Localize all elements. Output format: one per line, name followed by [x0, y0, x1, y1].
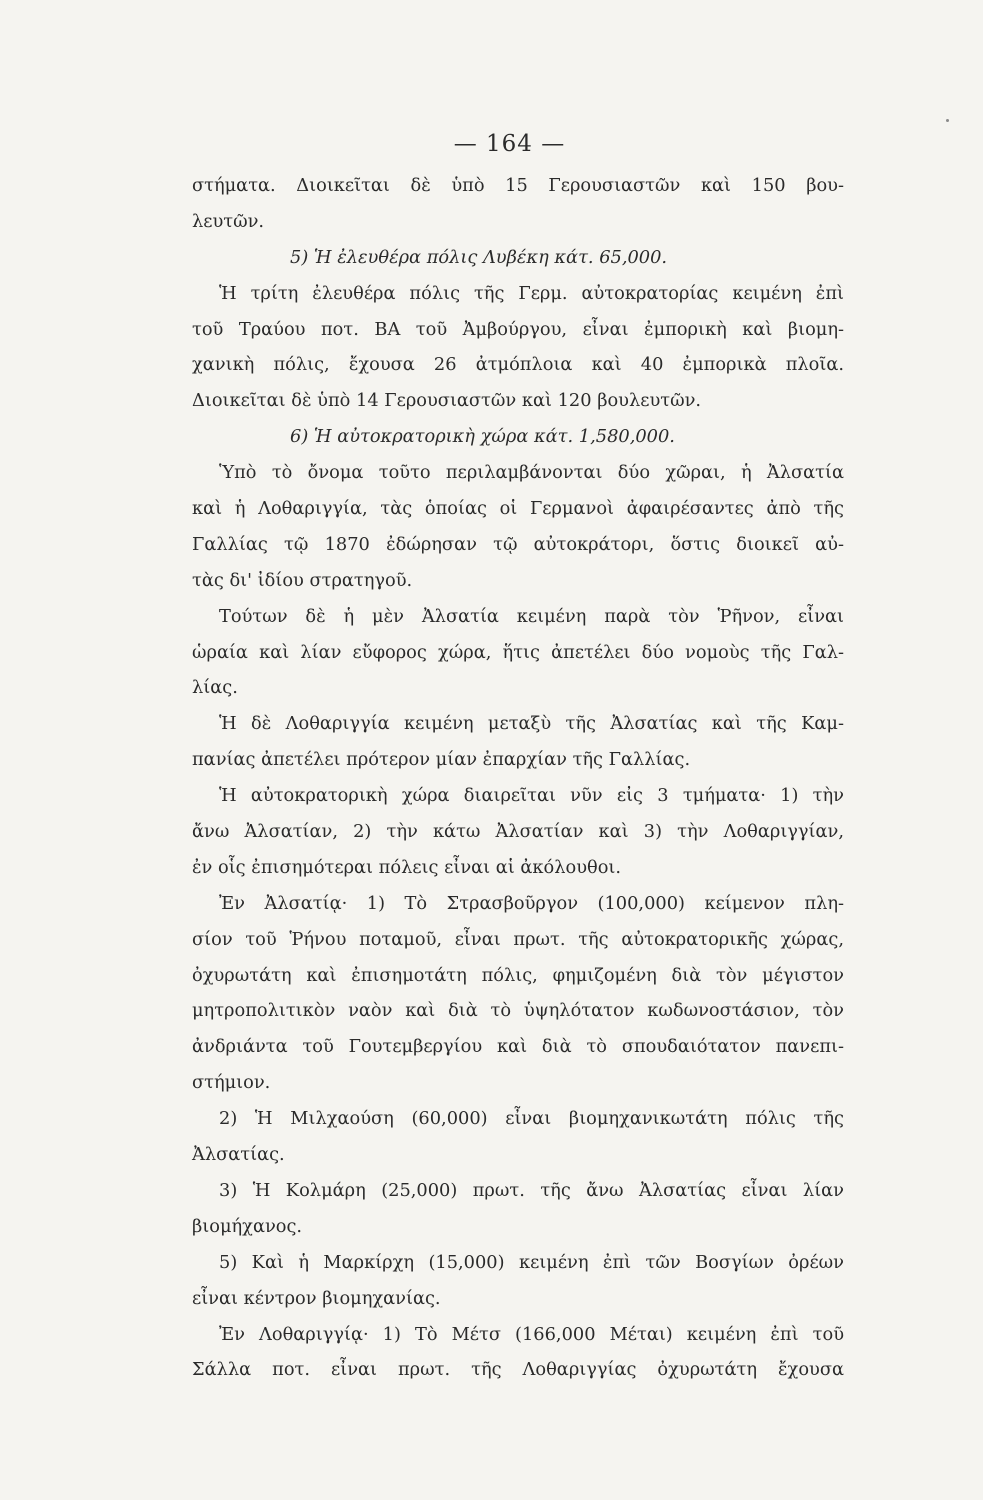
- text-line: χανικὴ πόλις, ἔχουσα 26 ἀτμόπλοια καὶ 40 ἐμπορικὰ πλοῖα.: [192, 354, 844, 376]
- text-line: Σάλλα ποτ. εἶναι πρωτ. τῆς Λοθαριγγίας ὀχυρωτάτη ἔχουσα: [192, 1359, 844, 1381]
- text-line: Ἡ τρίτη ἐλευθέρα πόλις τῆς Γερμ. αὐτοκρατορίας κειμένη ἐπὶ: [219, 282, 844, 304]
- text-line: ἐν οἷς ἐπισημότεραι πόλεις εἶναι αἱ ἀκόλουθοι.: [192, 856, 622, 878]
- text-line: τοῦ Τραύου ποτ. ΒΑ τοῦ Ἀμβούργου, εἶναι ἐμπορικὴ καὶ βιομη-: [192, 318, 844, 340]
- text-line: εἶναι κέντρον βιομηχανίας.: [192, 1287, 441, 1309]
- text-line: Ἀλσατίας.: [192, 1144, 285, 1166]
- text-line: Διοικεῖται δὲ ὑπὸ 14 Γερουσιαστῶν καὶ 120 βουλευτῶν.: [192, 390, 702, 412]
- text-line: 3) Ἡ Κολμάρη (25,000) πρωτ. τῆς ἄνω Ἀλσατίας εἶναι λίαν: [219, 1179, 844, 1201]
- text-line: λευτῶν.: [192, 210, 265, 232]
- text-line: 2) Ἡ Μιλχαούση (60,000) εἶναι βιομηχανικωτάτη πόλις τῆς: [219, 1108, 844, 1130]
- text-line: ὀχυρωτάτη καὶ ἐπισημοτάτη πόλις, φημιζομένη διὰ τὸν μέγιστον: [192, 964, 844, 986]
- text-line: Τούτων δὲ ἡ μὲν Ἀλσατία κειμένη παρὰ τὸν Ῥῆνον, εἶναι: [219, 605, 844, 627]
- text-line: λίας.: [192, 677, 238, 699]
- paper-speck: [946, 119, 949, 122]
- text-line: πανίας ἀπετέλει πρότερον μίαν ἐπαρχίαν τῆς Γαλλίας.: [192, 749, 691, 771]
- body-text: [192, 168, 844, 1388]
- section-heading: 6) Ἡ αὐτοκρατορικὴ χώρα κάτ. 1,580,000.: [290, 426, 675, 448]
- text-line: βιομήχανος.: [192, 1215, 303, 1237]
- text-line: ὡραία καὶ λίαν εὔφορος χώρα, ἥτις ἀπετέλει δύο νομοὺς τῆς Γαλ-: [192, 641, 844, 663]
- text-line: ἀνδριάντα τοῦ Γουτεμβεργίου καὶ διὰ τὸ σπουδαιότατον πανεπι-: [192, 1036, 844, 1058]
- text-line: ἄνω Ἀλσατίαν, 2) τὴν κάτω Ἀλσατίαν καὶ 3) τὴν Λοθαριγγίαν,: [192, 821, 844, 843]
- section-heading: 5) Ἡ ἐλευθέρα πόλις Λυβέκη κάτ. 65,000.: [290, 246, 668, 268]
- text-line: στήμιον.: [192, 1072, 271, 1094]
- page-number: — 164 —: [453, 131, 566, 157]
- text-line: Ἐν Λοθαριγγίᾳ· 1) Τὸ Μέτσ (166,000 Μέται) κειμένη ἐπὶ τοῦ: [219, 1323, 844, 1345]
- text-line: τὰς δι' ἰδίου στρατηγοῦ.: [192, 569, 413, 591]
- text-line: Ἐν Ἀλσατίᾳ· 1) Τὸ Στρασβοῦργον (100,000) κείμενον πλη-: [219, 892, 844, 914]
- text-line: Ἡ αὐτοκρατορικὴ χώρα διαιρεῖται νῦν εἰς 3 τμήματα· 1) τὴν: [219, 785, 844, 807]
- text-line: Ὑπὸ τὸ ὄνομα τοῦτο περιλαμβάνονται δύο χῶραι, ἡ Ἀλσατία: [219, 462, 844, 484]
- text-line: Ἡ δὲ Λοθαριγγία κειμένη μεταξὺ τῆς Ἀλσατίας καὶ τῆς Καμ-: [219, 713, 844, 735]
- text-line: Γαλλίας τῷ 1870 ἐδώρησαν τῷ αὐτοκράτορι, ὅστις διοικεῖ αὐ-: [192, 533, 844, 555]
- text-line: καὶ ἡ Λοθαριγγία, τὰς ὁποίας οἱ Γερμανοὶ ἀφαιρέσαντες ἀπὸ τῆς: [192, 498, 844, 520]
- text-line: στήματα. Διοικεῖται δὲ ὑπὸ 15 Γερουσιαστῶν καὶ 150 βου-: [192, 175, 844, 196]
- text-line: μητροπολιτικὸν ναὸν καὶ διὰ τὸ ὑψηλότατον κωδωνοστάσιον, τὸν: [192, 1000, 844, 1022]
- text-line: σίον τοῦ Ῥήνου ποταμοῦ, εἶναι πρωτ. τῆς αὐτοκρατορικῆς χώρας,: [192, 928, 844, 950]
- text-line: 5) Καὶ ἡ Μαρκίρχη (15,000) κειμένη ἐπὶ τῶν Βοσγίων ὀρέων: [219, 1251, 844, 1273]
